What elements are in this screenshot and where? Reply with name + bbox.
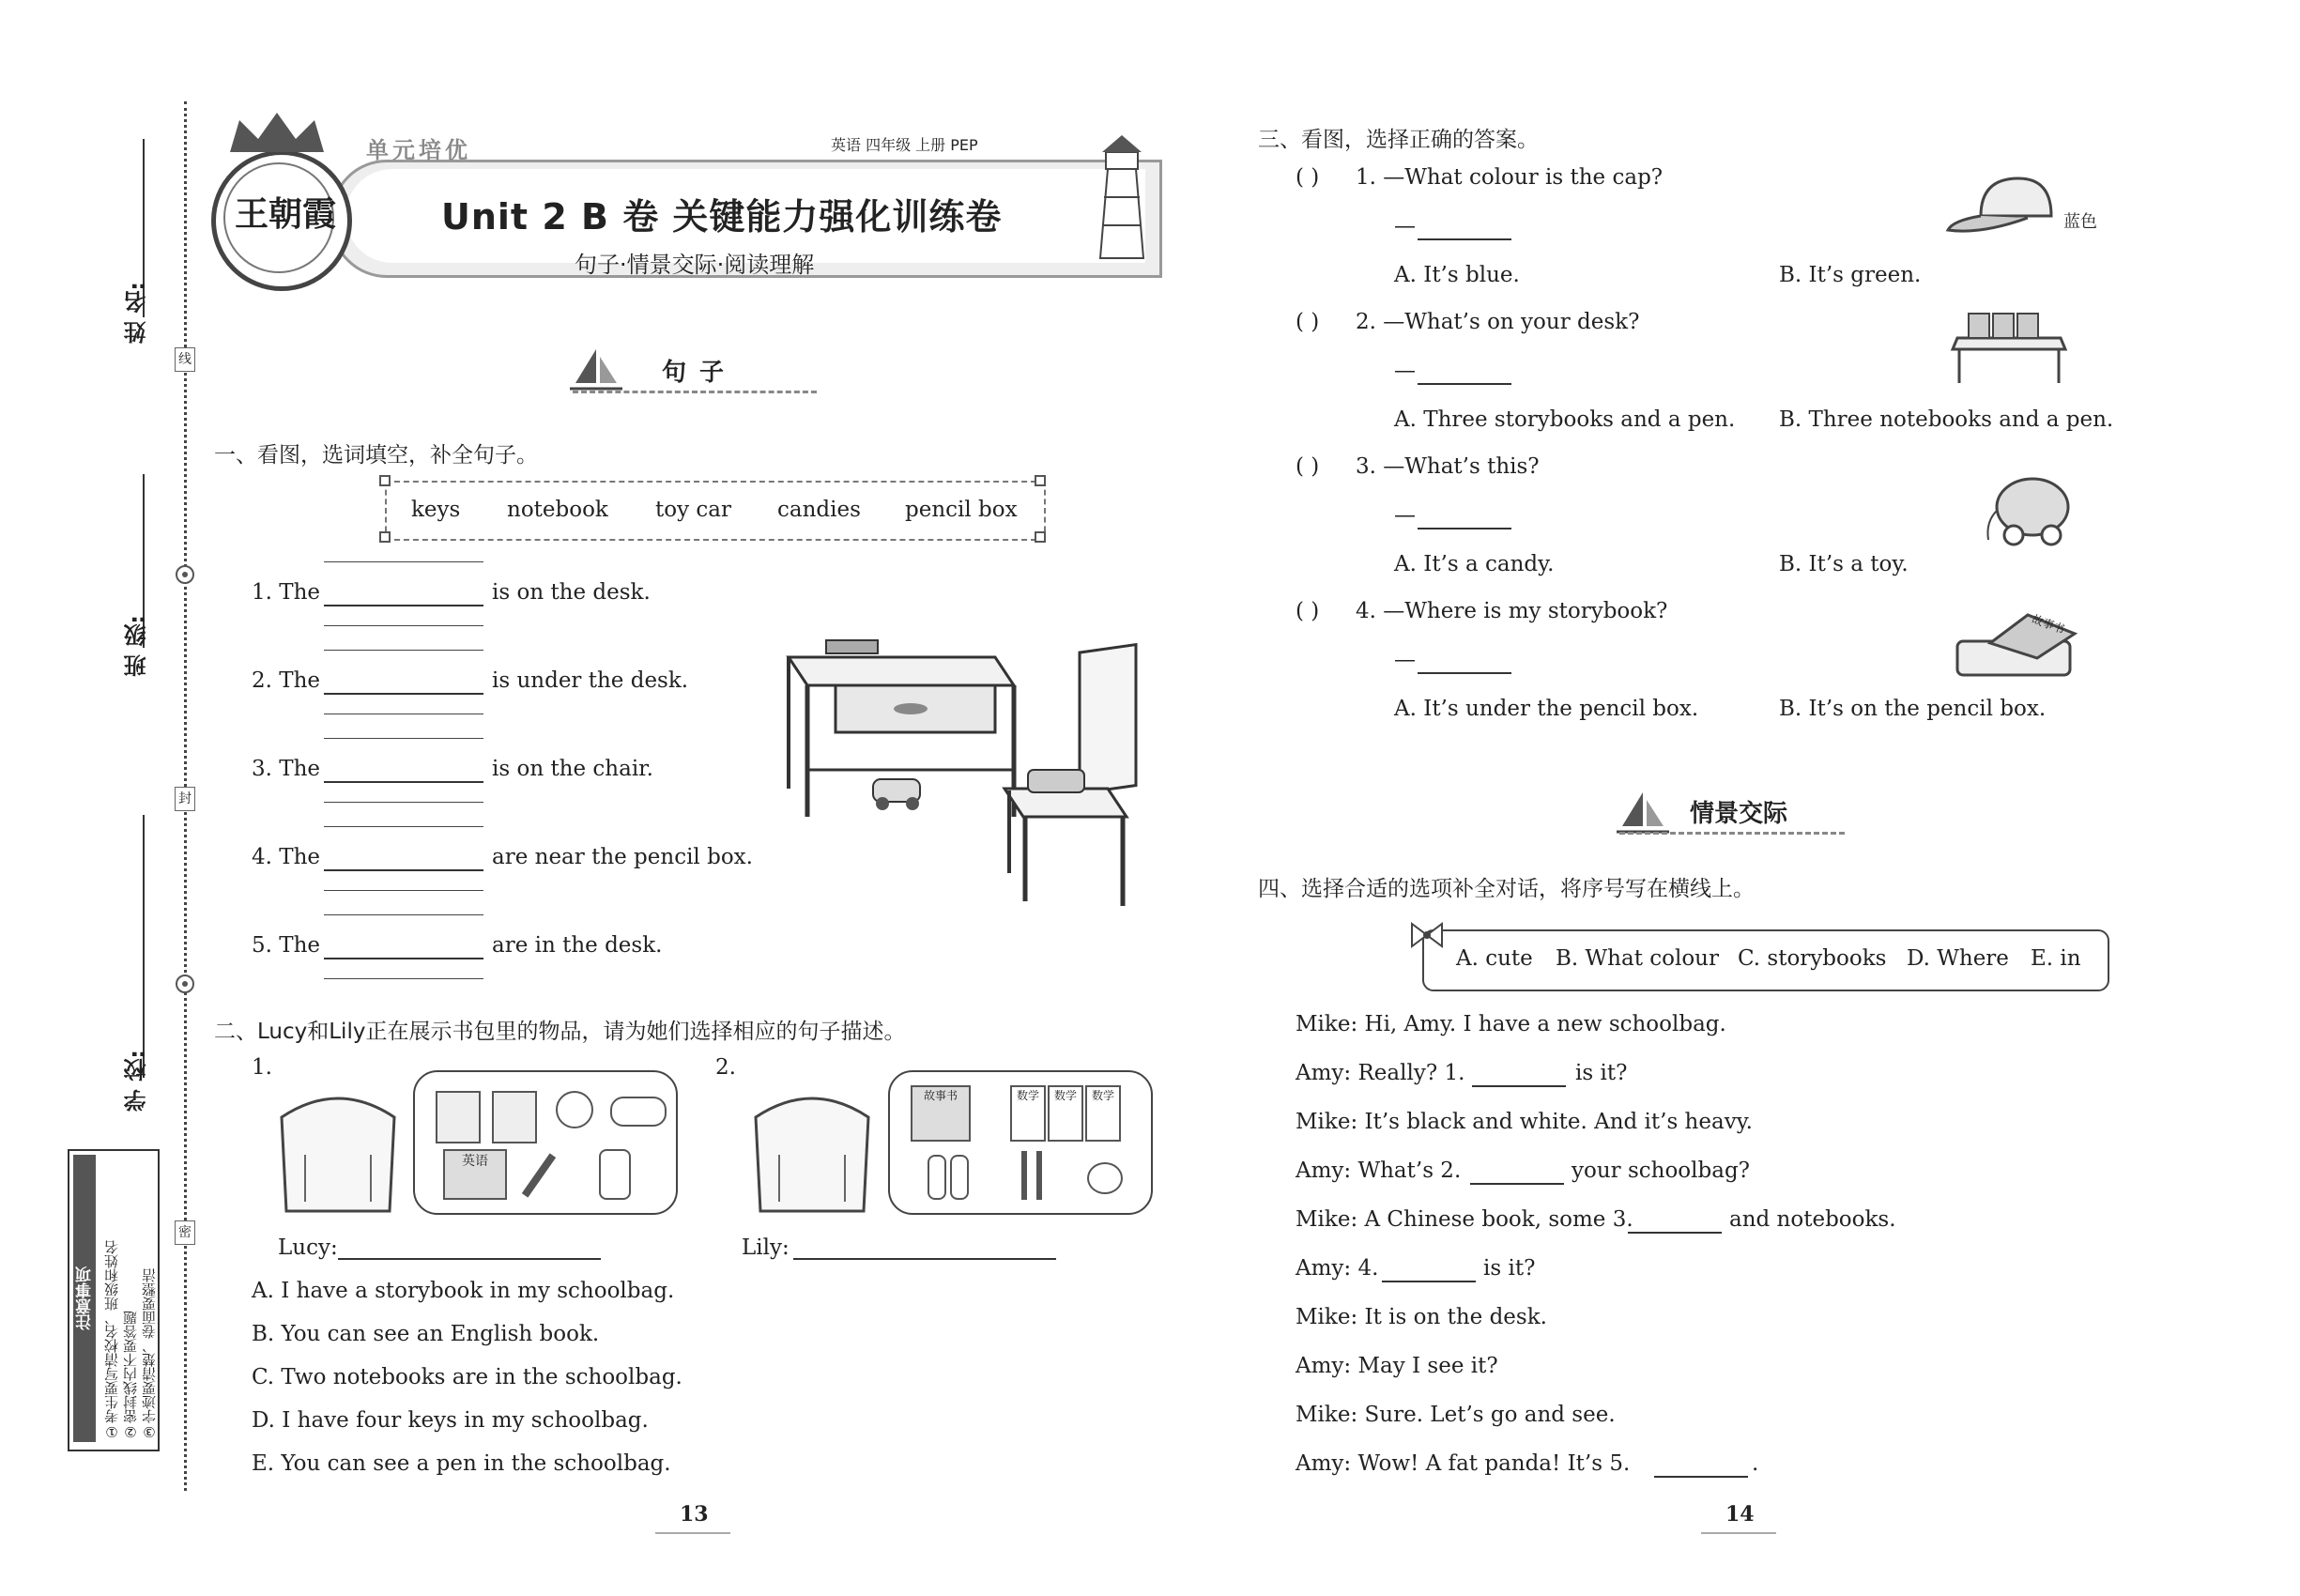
q3-question-3: 3. —What’s this?: [1356, 454, 1540, 479]
dash: —: [1394, 648, 1416, 672]
item-prefix: 2. The: [252, 668, 321, 693]
math-notebook-icon: 数学: [1048, 1085, 1083, 1142]
q3-option-2a: A. Three storybooks and a pen.: [1394, 407, 1736, 432]
dialogue-line-4-end: your schoolbag?: [1572, 1159, 1750, 1183]
dialogue-blank-5[interactable]: [1654, 1476, 1748, 1478]
dash: —: [1394, 503, 1416, 528]
q4-instruction: 四、选择合适的选项补全对话，将序号写在横线上。: [1258, 877, 1755, 901]
q2-option-b: B. You can see an English book.: [252, 1322, 600, 1346]
desk-notebooks-icon: [1948, 310, 2070, 385]
q4-option-d: D. Where: [1907, 946, 2009, 971]
box-corner: [379, 475, 391, 486]
lucy-label: Lucy:: [278, 1235, 338, 1260]
toy-hedgehog-icon: [1981, 465, 2075, 549]
q3-option-1b: B. It’s green.: [1779, 263, 1922, 287]
box-corner: [379, 531, 391, 543]
school-label: 学 校:: [124, 1050, 150, 1112]
item-suffix: is on the chair.: [492, 757, 653, 781]
dialogue-line-10: Amy: Wow! A fat panda! It’s 5.: [1296, 1451, 1631, 1476]
dialogue-line-5: Mike: A Chinese book, some 3.: [1296, 1207, 1633, 1232]
lily-answer-blank[interactable]: [793, 1258, 1056, 1260]
q4-options-box: [1422, 929, 2109, 991]
desk-chair-illustration: [779, 629, 1155, 911]
dialogue-line-10-end: .: [1752, 1451, 1759, 1476]
page-title: Unit 2 B 卷 关键能力强化训练卷: [441, 196, 1003, 238]
pen-icon: [1036, 1151, 1042, 1200]
storybook-label: 故事书: [2030, 612, 2067, 637]
book-icon: [436, 1091, 481, 1143]
dialogue-blank-1[interactable]: [1472, 1085, 1566, 1087]
page-number-right: 14: [1725, 1502, 1755, 1527]
dialogue-blank-3[interactable]: [1628, 1232, 1722, 1234]
name-label: 姓 名:: [124, 282, 150, 344]
math-notebook-icon: 数学: [1085, 1085, 1121, 1142]
section-title-sentences: 句子: [662, 359, 738, 387]
item-prefix: 4. The: [252, 845, 321, 869]
section-underline: [1619, 832, 1845, 835]
notice-rule-1: ①考生要写清校名、班级和姓名: [103, 1240, 120, 1440]
item-suffix: is on the desk.: [492, 580, 651, 605]
answer-paren[interactable]: ( ): [1296, 454, 1320, 479]
schoolbag-icon: [742, 1080, 882, 1220]
answer-blank[interactable]: [324, 869, 483, 871]
lucy-answer-blank[interactable]: [338, 1258, 601, 1260]
key-icon: [599, 1149, 631, 1200]
answer-blank[interactable]: [324, 781, 483, 783]
q1-instruction: 一、看图，选词填空，补全句子。: [214, 443, 538, 468]
dialogue-line-4: Amy: What’s 2.: [1296, 1159, 1462, 1183]
q2-option-e: E. You can see a pen in the schoolbag.: [252, 1451, 671, 1476]
pic-number-2: 2.: [715, 1055, 736, 1080]
item-suffix: are near the pencil box.: [492, 845, 753, 869]
storybook-icon: 故事书: [911, 1085, 971, 1142]
answer-blank[interactable]: [324, 605, 483, 606]
response-blank[interactable]: [1418, 528, 1511, 529]
toy-car-icon: [610, 1097, 667, 1127]
box-corner: [1035, 531, 1046, 543]
dialogue-line-6-end: is it?: [1483, 1256, 1536, 1281]
class-label: 班 级:: [124, 615, 150, 677]
word-option: notebook: [507, 498, 608, 522]
key-icon: [950, 1155, 969, 1200]
dialogue-line-8: Amy: May I see it?: [1296, 1354, 1498, 1378]
q2-option-a: A. I have a storybook in my schoolbag.: [252, 1279, 675, 1303]
dialogue-line-2-end: is it?: [1575, 1061, 1628, 1085]
box-corner: [1035, 475, 1046, 486]
dialogue-line-2: Amy: Really? 1.: [1296, 1061, 1465, 1085]
dialogue-line-1: Mike: Hi, Amy. I have a new schoolbag.: [1296, 1012, 1726, 1036]
word-bank-box: [385, 481, 1046, 541]
book-meta: 英语 四年级 上册 PEP: [831, 136, 978, 154]
word-option: pencil box: [905, 498, 1018, 522]
dash: —: [1394, 359, 1416, 383]
speech-bubble-lily: [888, 1070, 1153, 1215]
notice-rule-2: ②密封线内不要答题: [122, 1311, 139, 1440]
q3-question-1: 1. —What colour is the cap?: [1356, 165, 1664, 190]
q4-option-b: B. What colour: [1556, 946, 1719, 971]
word-option: toy car: [655, 498, 731, 522]
notice-title: 注意事项: [73, 1155, 96, 1442]
spinning-top-icon: [556, 1091, 593, 1128]
q2-option-d: D. I have four keys in my schoolbag.: [252, 1408, 649, 1433]
lily-label: Lily:: [742, 1235, 790, 1260]
q2-option-c: C. Two notebooks are in the schoolbag.: [252, 1365, 682, 1389]
candy-icon: [1087, 1162, 1123, 1194]
q3-option-3b: B. It’s a toy.: [1779, 552, 1909, 576]
response-blank[interactable]: [1418, 672, 1511, 674]
lighthouse-icon: [1080, 131, 1164, 263]
dialogue-blank-2[interactable]: [1470, 1183, 1564, 1185]
dialogue-line-7: Mike: It is on the desk.: [1296, 1305, 1547, 1329]
math-notebook-icon: 数学: [1010, 1085, 1046, 1142]
answer-blank[interactable]: [324, 958, 483, 959]
q3-option-4a: A. It’s under the pencil box.: [1394, 697, 1699, 721]
sailboat-icon: [1615, 790, 1671, 837]
storybook-pencilbox-icon: [1953, 606, 2084, 681]
item-prefix: 5. The: [252, 933, 321, 958]
dialogue-line-3: Mike: It’s black and white. And it’s heavy.: [1296, 1110, 1753, 1134]
pic-number-1: 1.: [252, 1055, 272, 1080]
q3-option-2b: B. Three notebooks and a pen.: [1779, 407, 2114, 432]
tagline: 单元培优: [366, 137, 471, 163]
english-book-icon: 英语: [443, 1149, 507, 1200]
notice-box: [68, 1149, 160, 1451]
pen-icon: [1021, 1151, 1027, 1200]
scissors-icon: [174, 973, 196, 995]
word-option: keys: [411, 498, 461, 522]
item-suffix: are in the desk.: [492, 933, 663, 958]
seal-char-xian: 线: [175, 347, 195, 372]
crown-icon: [225, 111, 329, 154]
book-icon: [492, 1091, 537, 1143]
dash: —: [1394, 214, 1416, 238]
answer-blank[interactable]: [324, 693, 483, 695]
q3-option-4b: B. It’s on the pencil box.: [1779, 697, 2047, 721]
page-number-left: 13: [680, 1502, 709, 1527]
item-prefix: 3. The: [252, 757, 321, 781]
cap-icon: [1943, 169, 2065, 244]
answer-paren[interactable]: ( ): [1296, 310, 1320, 334]
logo-text: 王朝霞: [235, 194, 337, 234]
answer-paren[interactable]: ( ): [1296, 165, 1320, 190]
item-prefix: 1. The: [252, 580, 321, 605]
item-suffix: is under the desk.: [492, 668, 689, 693]
response-blank[interactable]: [1418, 383, 1511, 385]
dialogue-blank-4[interactable]: [1382, 1281, 1476, 1282]
dialogue-line-6: Amy: 4.: [1296, 1256, 1379, 1281]
school-line: [143, 815, 145, 1078]
notice-rule-3: ③字迹要清楚、卷面要整洁: [141, 1268, 158, 1440]
scissors-icon: [174, 563, 196, 586]
q3-instruction: 三、看图，选择正确的答案。: [1258, 128, 1539, 152]
speech-bubble-lucy: [413, 1070, 678, 1215]
seal-char-feng: 封: [175, 787, 195, 811]
q3-question-4: 4. —Where is my storybook?: [1356, 599, 1668, 623]
page-subtitle: 句子·情景交际·阅读理解: [575, 252, 815, 278]
bow-icon: [1408, 916, 1446, 954]
seal-char-mi: 密: [175, 1220, 195, 1245]
schoolbag-icon: [268, 1080, 408, 1220]
q3-question-2: 2. —What’s on your desk?: [1356, 310, 1640, 334]
key-icon: [928, 1155, 946, 1200]
pen-icon: [522, 1153, 556, 1197]
response-blank[interactable]: [1418, 238, 1511, 240]
q4-option-c: C. storybooks: [1738, 946, 1887, 971]
sailboat-icon: [568, 347, 624, 394]
q3-option-3a: A. It’s a candy.: [1394, 552, 1555, 576]
q4-option-a: A. cute: [1456, 946, 1533, 971]
section-underline: [573, 391, 817, 393]
section-title-situational: 情景交际: [1690, 800, 1788, 828]
q2-instruction: 二、Lucy和Lily正在展示书包里的物品，请为她们选择相应的句子描述。: [214, 1020, 906, 1044]
dialogue-line-9: Mike: Sure. Let’s go and see.: [1296, 1403, 1616, 1427]
answer-paren[interactable]: ( ): [1296, 599, 1320, 623]
q4-option-e: E. in: [2031, 946, 2081, 971]
dialogue-line-5-end: and notebooks.: [1729, 1207, 1896, 1232]
word-option: candies: [777, 498, 861, 522]
q3-option-1a: A. It’s blue.: [1394, 263, 1520, 287]
cap-colour-label: 蓝色: [2063, 212, 2097, 232]
